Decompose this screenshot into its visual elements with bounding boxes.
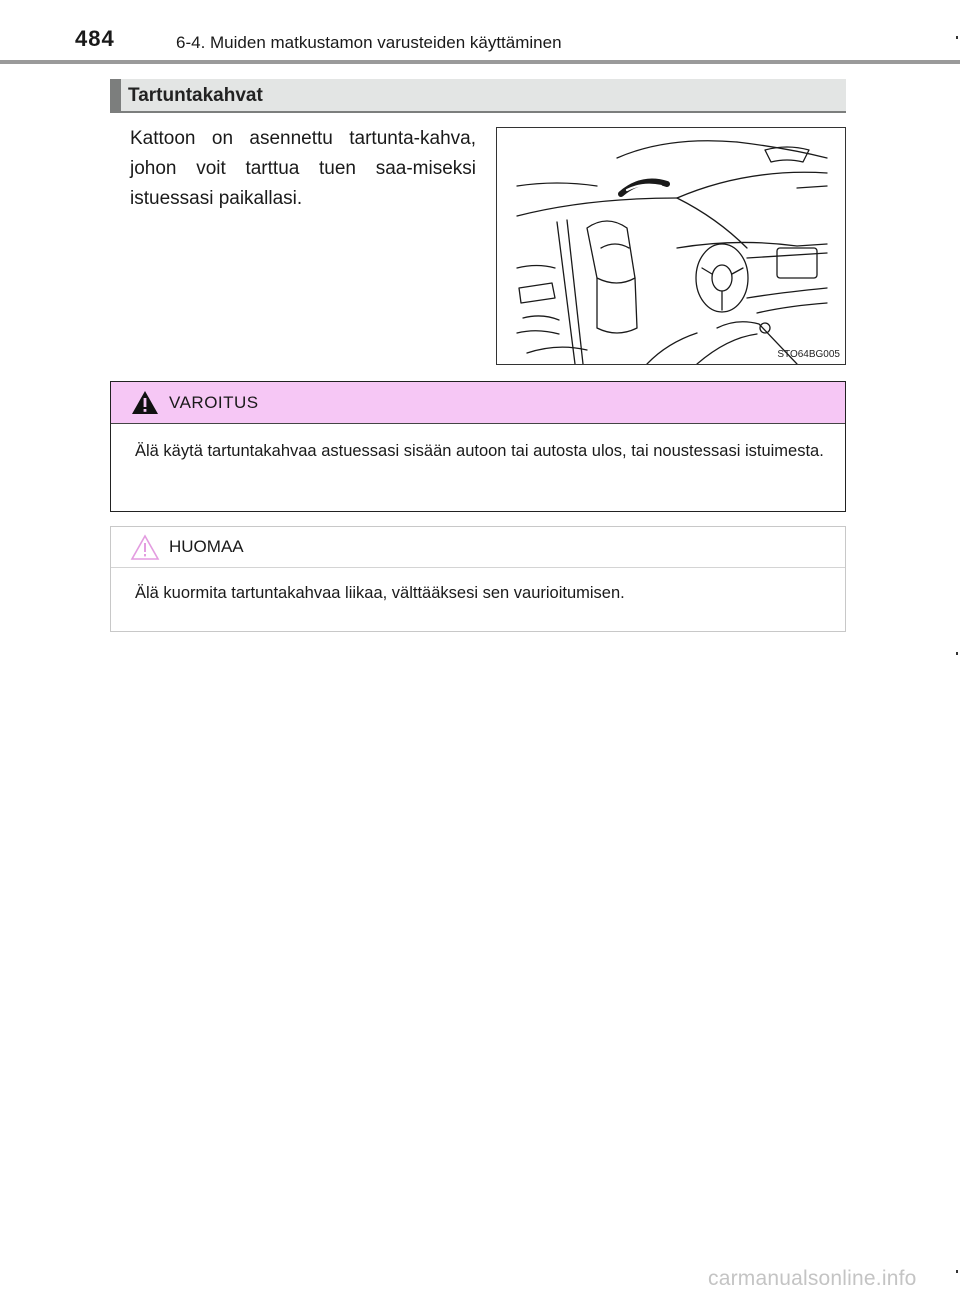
edge-mark (956, 1270, 958, 1273)
note-label: HUOMAA (169, 537, 244, 556)
warning-label: VAROITUS (169, 393, 259, 412)
warning-triangle-icon (131, 390, 159, 415)
car-interior-illustration (497, 128, 845, 364)
note-text: Älä kuormita tartuntakahvaa liikaa, välttääksesi sen vaurioitumisen. (135, 584, 625, 602)
chapter-title: 6-4. Muiden matkustamon varusteiden käyttäminen (176, 33, 562, 52)
figure-code: STO64BG005 (777, 349, 840, 360)
page-number: 484 (75, 26, 115, 51)
watermark: carmanualsonline.info (708, 1267, 917, 1290)
section-body-text: Kattoon on asennettu tartunta-kahva, johon voit tarttua tuen saa-miseksi istuessasi paikallasi. (130, 128, 476, 209)
section-heading-bar (110, 79, 846, 113)
edge-mark (956, 36, 958, 39)
header-divider (0, 60, 960, 64)
edge-mark (956, 652, 958, 655)
section-accent (110, 79, 121, 111)
warning-box (110, 381, 846, 512)
warning-header (111, 382, 845, 424)
note-box (110, 526, 846, 632)
caution-outline-icon (130, 534, 160, 561)
section-title: Tartuntakahvat (128, 85, 263, 106)
note-header (111, 527, 845, 568)
assist-grip-figure (496, 127, 846, 365)
warning-text: Älä käytä tartuntakahvaa astuessasi sisään autoon tai autosta ulos, tai noustessasi istuimesta. (135, 442, 824, 460)
